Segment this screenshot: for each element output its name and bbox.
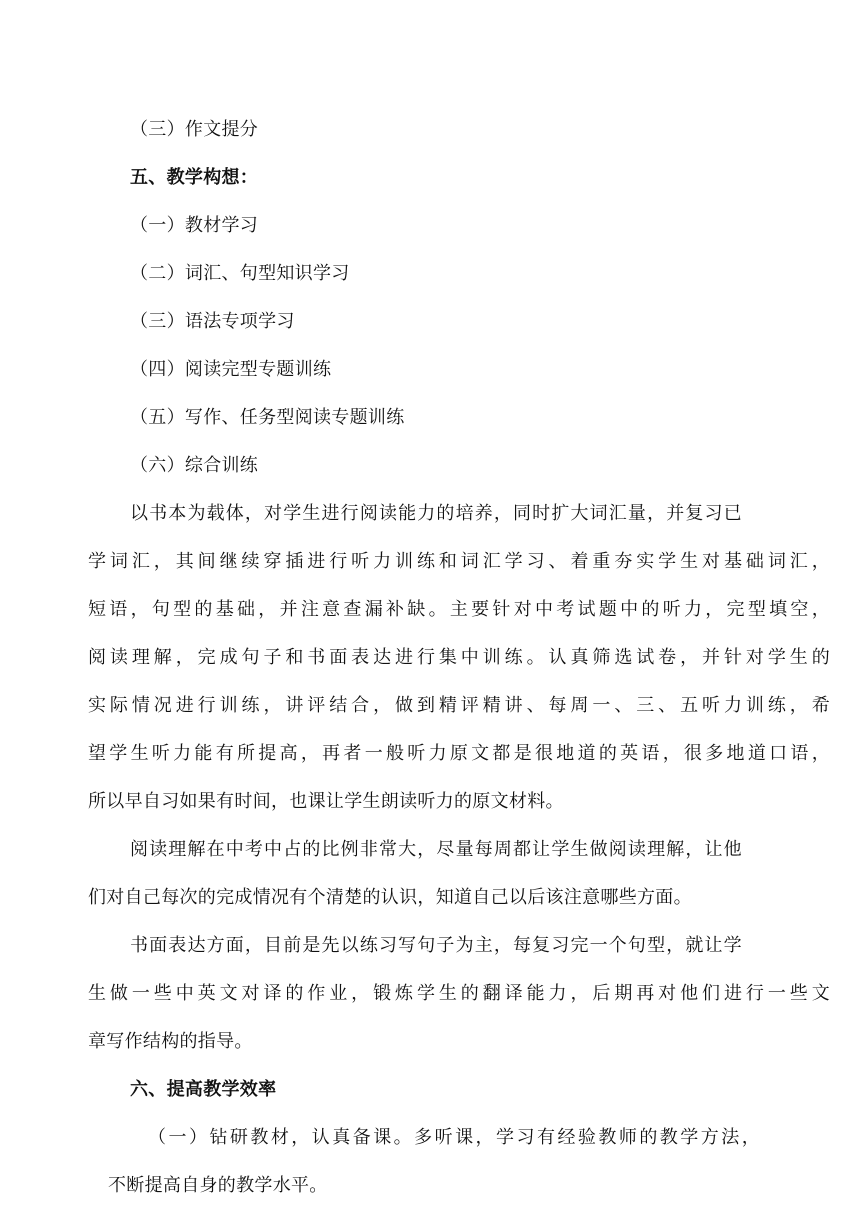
paragraph-line: （一）钻研教材，认真备课。多听课，学习有经验教师的教学方法， bbox=[148, 1127, 760, 1148]
list-item: （五）写作、任务型阅读专题训练 bbox=[130, 407, 405, 428]
paragraph-line: 以书本为载体，对学生进行阅读能力的培养，同时扩大词汇量，并复习已 bbox=[130, 503, 742, 524]
paragraph-line: 生做一些中英文对译的作业，锻炼学生的翻译能力，后期再对他们进行一些文 bbox=[88, 983, 830, 1004]
paragraph-line: 阅读理解在中考中占的比例非常大，尽量每周都让学生做阅读理解，让他 bbox=[130, 839, 742, 860]
list-item: （一）教材学习 bbox=[130, 215, 259, 236]
list-item: （四）阅读完型专题训练 bbox=[130, 359, 332, 380]
paragraph-line: 所以早自习如果有时间，也课让学生朗读听力的原文材料。 bbox=[88, 791, 564, 812]
paragraph-line: 书面表达方面，目前是先以练习写句子为主，每复习完一个句型，就让学 bbox=[130, 935, 742, 956]
paragraph-line: 实际情况进行训练，讲评结合，做到精评精讲、每周一、三、五听力训练，希 bbox=[88, 695, 830, 716]
paragraph-line: 阅读理解，完成句子和书面表达进行集中训练。认真筛选试卷，并针对学生的 bbox=[88, 647, 830, 668]
paragraph-line: 短语，句型的基础，并注意查漏补缺。主要针对中考试题中的听力，完型填空， bbox=[88, 599, 830, 620]
paragraph-line: 望学生听力能有所提高，再者一般听力原文都是很地道的英语，很多地道口语， bbox=[88, 743, 830, 764]
list-item: （三）语法专项学习 bbox=[130, 311, 295, 332]
paragraph-line: 不断提高自身的教学水平。 bbox=[108, 1175, 328, 1196]
list-item: （二）词汇、句型知识学习 bbox=[130, 263, 350, 284]
section-heading-efficiency: 六、提高教学效率 bbox=[130, 1079, 277, 1100]
list-item: （六）综合训练 bbox=[130, 455, 259, 476]
paragraph-line: 学词汇，其间继续穿插进行听力训练和词汇学习、着重夯实学生对基础词汇， bbox=[88, 551, 830, 572]
paragraph-line: 章写作结构的指导。 bbox=[88, 1031, 253, 1052]
sub-item-composition: （三）作文提分 bbox=[130, 119, 259, 140]
section-heading-teaching-plan: 五、教学构想： bbox=[130, 167, 259, 188]
paragraph-line: 们对自己每次的完成情况有个清楚的认识，知道自己以后该注意哪些方面。 bbox=[88, 887, 692, 908]
